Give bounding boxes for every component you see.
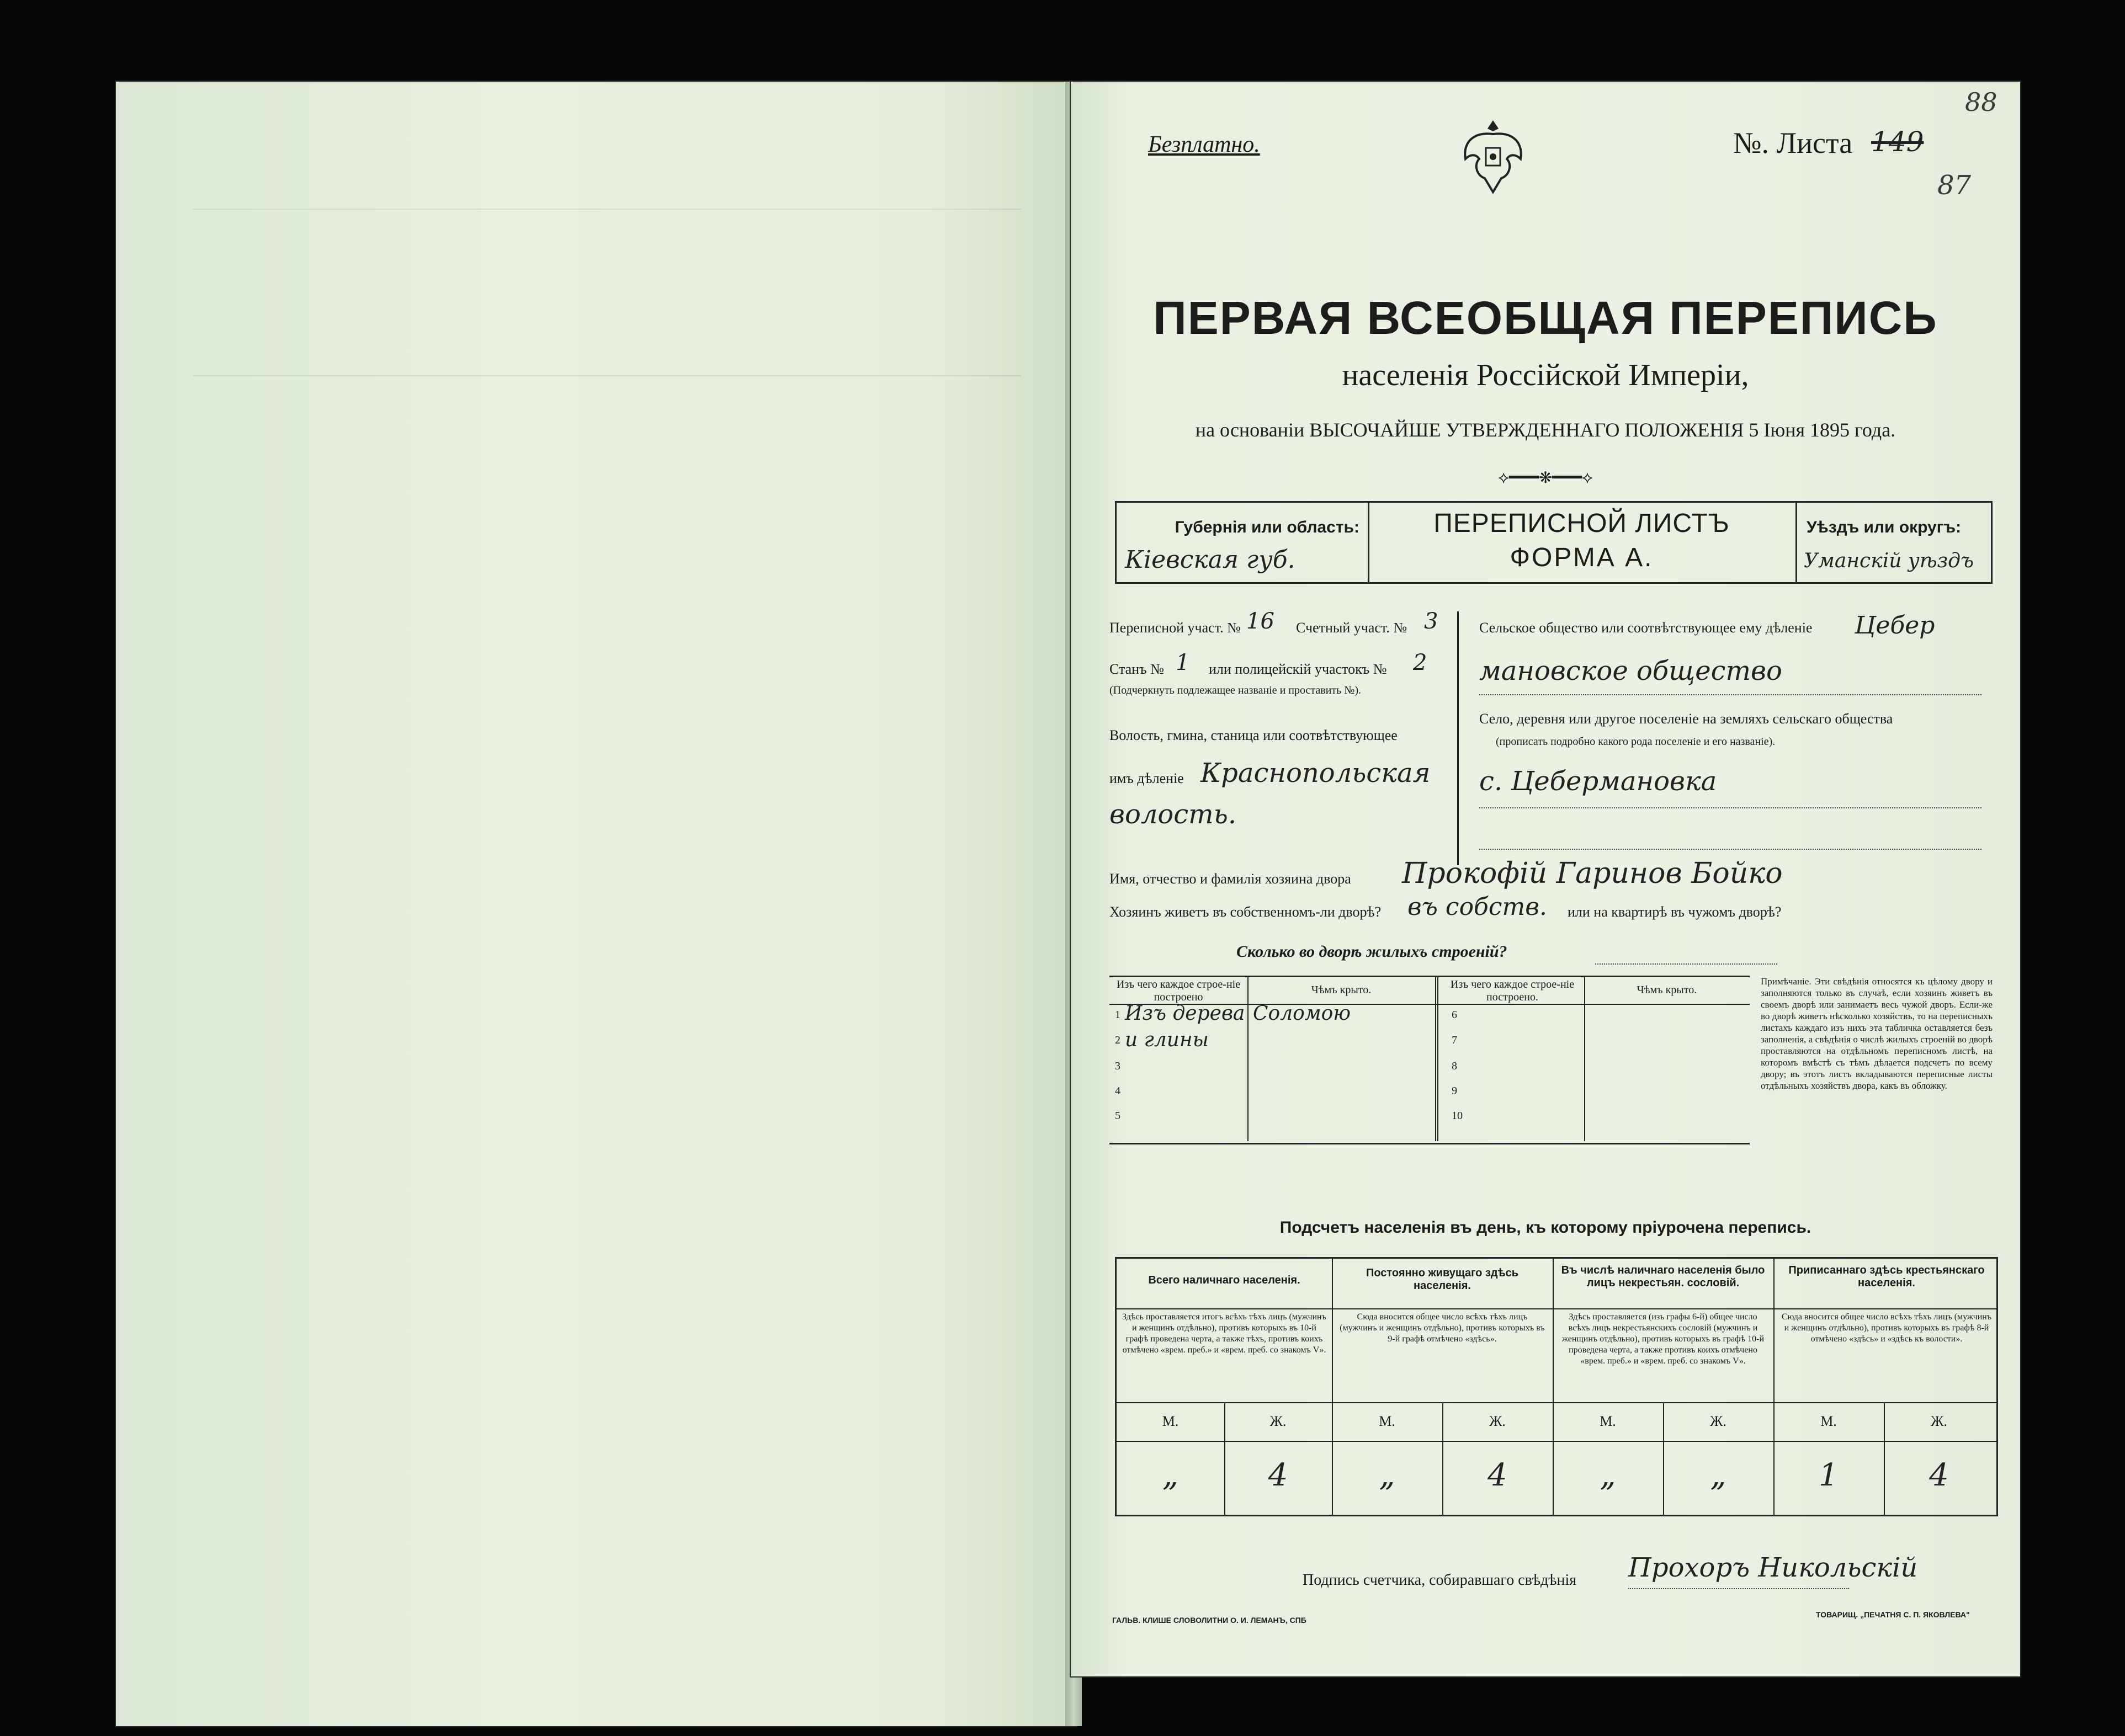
printer-right: ТОВАРИЩ. „ПЕЧАТНЯ С. П. ЯКОВЛЕВА" <box>1816 1610 1970 1619</box>
census-area-label: Переписной участ. № <box>1109 620 1241 636</box>
male-label: М. <box>1379 1413 1395 1429</box>
form-title: ПЕРВАЯ ВСЕОБЩАЯ ПЕРЕПИСЬ <box>1153 292 1938 344</box>
counting-area-label: Счетный участ. № <box>1296 620 1407 636</box>
pop-col4-head: Приписаннаго здѣсь крестьянскаго населенія. <box>1788 1264 1985 1289</box>
population-table <box>1115 1257 1998 1516</box>
female-label: Ж. <box>1710 1413 1726 1429</box>
row-number: 10 <box>1452 1110 1463 1122</box>
pop-total-female: 4 <box>1268 1457 1288 1493</box>
census-form-page <box>1071 82 2020 1676</box>
row-number: 1 <box>1115 1009 1120 1021</box>
pop-col1-head: Всего наличнаго населенія. <box>1148 1274 1300 1286</box>
village-label: Село, деревня или другое поселеніе на земляхъ сельскаго общества <box>1479 711 1893 727</box>
pop-resident-female: 4 <box>1488 1457 1507 1493</box>
left-page <box>116 82 1076 1726</box>
pop-col3-desc: Здѣсь проставляется (изъ графы 6-й) общее число всѣхъ лицъ некрестьянскихъ сословій (мужчинъ и женщинъ отдѣльно), противъ которыхъ въ графѣ 10-й проведена черта, а также противъ коихъ отмѣчено «врем. преб.» и «врем. преб. со знакомъ V». <box>1561 1312 1765 1366</box>
buildings-table <box>1109 976 1750 1144</box>
owner-name-label: Имя, отчество и фамилія хозяина двора <box>1109 871 1351 887</box>
col-material-header: Изъ чего каждое строе-ніе построено <box>1116 978 1241 1003</box>
village-value: с. Цебермановка <box>1479 766 1717 797</box>
society-label: Сельское общество или соотвѣтствующее ему дѣленіе <box>1479 620 1813 636</box>
volost-value-2: волость. <box>1109 799 1237 830</box>
building-material: и глины <box>1125 1029 1209 1051</box>
district-value: Уманскій уѣздъ <box>1804 550 1974 572</box>
ornament-divider: ⟡━━━❋━━━⟡ <box>1498 468 1593 487</box>
owner-lives-value: въ собств. <box>1407 893 1547 921</box>
imperial-eagle-emblem <box>1457 115 1529 198</box>
male-label: М. <box>1600 1413 1616 1429</box>
district-label: Уѣздъ или округъ: <box>1807 518 1962 536</box>
ghost-table-header <box>193 209 1021 376</box>
buildings-note: Примѣчаніе. Эти свѣдѣнія относятся къ цѣлому двору и заполняются только въ случаѣ, если хозяинъ живетъ въ своемъ дворѣ или занимаетъ весь чужой дворъ. Если-же во дворѣ живетъ нѣсколько хозяйствъ, то на переписныхъ листахъ каждаго изъ нихъ эта табличка оставляется безъ заполненія, а свѣдѣнія о числѣ жилыхъ строеній во дворѣ проставляются на отдѣльномъ переписномъ листѣ, на которомъ вмѣстѣ съ тѣмъ дѣлается подсчетъ по всему двору; въ этотъ листъ вкладываются переписные листы отдѣльныхъ хозяйствъ двора, какъ въ обложку. <box>1761 976 1993 1091</box>
pop-total-male: „ <box>1162 1457 1178 1493</box>
police-value: 2 <box>1413 650 1427 675</box>
building-roof: Соломою <box>1253 1002 1351 1025</box>
row-number: 4 <box>1115 1085 1120 1097</box>
form-header-box <box>1115 501 1993 584</box>
owner-lives-label: Хозяинъ живетъ въ собственномъ-ли дворѣ? <box>1109 904 1382 920</box>
archive-number-second: 87 <box>1937 170 1972 201</box>
row-number: 7 <box>1452 1034 1457 1046</box>
sheet-number-value: 149 <box>1871 126 1924 158</box>
volost-value: Краснопольская <box>1200 758 1431 789</box>
pop-col2-head: Постоянно живущаго здѣсь населенія. <box>1366 1267 1519 1292</box>
row-number: 2 <box>1115 1034 1120 1046</box>
free-label: Безплатно. <box>1148 132 1260 157</box>
stan-label: Станъ № <box>1109 661 1164 677</box>
column-divider <box>1457 611 1459 865</box>
signature-value: Прохоръ Никольскій <box>1628 1552 1918 1583</box>
col-roof-header-2: Чѣмъ крыто. <box>1637 984 1697 996</box>
volost-label: Волость, гмина, станица или соотвѣтствующее <box>1109 727 1398 743</box>
male-label: М. <box>1820 1413 1837 1429</box>
buildings-count-label: Сколько во дворѣ жилыхъ строеній? <box>1236 942 1507 961</box>
census-area-value: 16 <box>1246 609 1274 634</box>
female-label: Ж. <box>1931 1413 1947 1429</box>
pop-nonpeasant-female: „ <box>1710 1457 1726 1493</box>
building-material: Изъ дерева <box>1125 1002 1245 1025</box>
pop-col3-head: Въ числѣ наличнаго населенія было лицъ некрестьян. сословій. <box>1561 1264 1765 1289</box>
form-sheet-title: ПЕРЕПИСНОЙ ЛИСТЪ <box>1433 509 1730 538</box>
legal-basis: на основаніи ВЫСОЧАЙШЕ УТВЕРЖДЕННАГО ПОЛОЖЕНІЯ 5 Іюня 1895 года. <box>1195 419 1896 441</box>
ghost-table-body <box>193 380 1021 1097</box>
signature-label: Подпись счетчика, собиравшаго свѣдѣнія <box>1303 1572 1577 1589</box>
female-label: Ж. <box>1489 1413 1506 1429</box>
province-value: Кіевская губ. <box>1125 546 1295 574</box>
col-roof-header: Чѣмъ крыто. <box>1311 984 1372 996</box>
row-number: 8 <box>1452 1060 1457 1072</box>
row-number: 5 <box>1115 1110 1120 1122</box>
owner-name-value: Прокофій Гаринов Бойко <box>1402 857 1783 890</box>
sheet-number-label: №. Листа <box>1733 126 1853 159</box>
male-label: М. <box>1162 1413 1179 1429</box>
counting-area-value: 3 <box>1424 609 1438 634</box>
village-note: (прописать подробно какого рода поселеніе и его названіе). <box>1496 736 1776 748</box>
pop-col2-desc: Сюда вносится общее число всѣхъ тѣхъ лицъ (мужчинъ и женщинъ отдѣльно), противъ которыхъ въ 9-й графѣ отмѣчено «здѣсь». <box>1340 1312 1545 1344</box>
pop-resident-male: „ <box>1379 1457 1395 1493</box>
row-number: 6 <box>1452 1009 1457 1021</box>
col-material-header-2: Изъ чего каждое строе-ніе построено. <box>1450 978 1575 1003</box>
police-label: или полицейскій участокъ № <box>1209 661 1387 677</box>
society-value: Цебер <box>1855 611 1935 640</box>
row-number: 3 <box>1115 1060 1120 1072</box>
form-type: ФОРМА А. <box>1510 543 1654 572</box>
population-title: Подсчетъ населенія въ день, къ которому пріурочена перепись. <box>1279 1218 1811 1237</box>
female-label: Ж. <box>1269 1413 1287 1429</box>
pop-peasant-male: 1 <box>1819 1457 1839 1493</box>
pop-peasant-female: 4 <box>1929 1457 1949 1493</box>
underline-note: (Подчеркнуть подлежащее названіе и проставить №). <box>1109 684 1361 696</box>
pop-nonpeasant-male: „ <box>1600 1457 1616 1493</box>
stan-value: 1 <box>1176 650 1190 675</box>
row-number: 9 <box>1452 1085 1457 1097</box>
owner-lives-label-2: или на квартирѣ въ чужомъ дворѣ? <box>1568 904 1782 920</box>
province-label: Губернія или область: <box>1175 518 1359 536</box>
pop-col4-desc: Сюда вносится общее число всѣхъ тѣхъ лицъ (мужчинъ и женщинъ отдѣльно), противъ которыхъ въ графѣ 8-й отмѣчено «здѣсь» и «здѣсь къ волости». <box>1781 1312 1992 1344</box>
pop-col1-desc: Здѣсь проставляется итогъ всѣхъ тѣхъ лицъ (мужчинъ и женщинъ отдѣльно), противъ которыхъ въ 10-й графѣ проведена черта, а также тѣхъ, противъ коихъ отмѣчено «врем. преб.» и «врем. преб. со знакомъ V». <box>1122 1312 1326 1355</box>
printer-left: ГАЛЬВ. КЛИШЕ СЛОВОЛИТНИ О. И. ЛЕМАНЪ, СПБ <box>1112 1616 1306 1625</box>
society-value-2: мановское общество <box>1479 656 1782 686</box>
volost-label-2: имъ дѣленіе <box>1109 770 1184 786</box>
archive-number-top: 88 <box>1965 87 1998 117</box>
form-subtitle: населенія Россійской Имперіи, <box>1342 358 1749 392</box>
